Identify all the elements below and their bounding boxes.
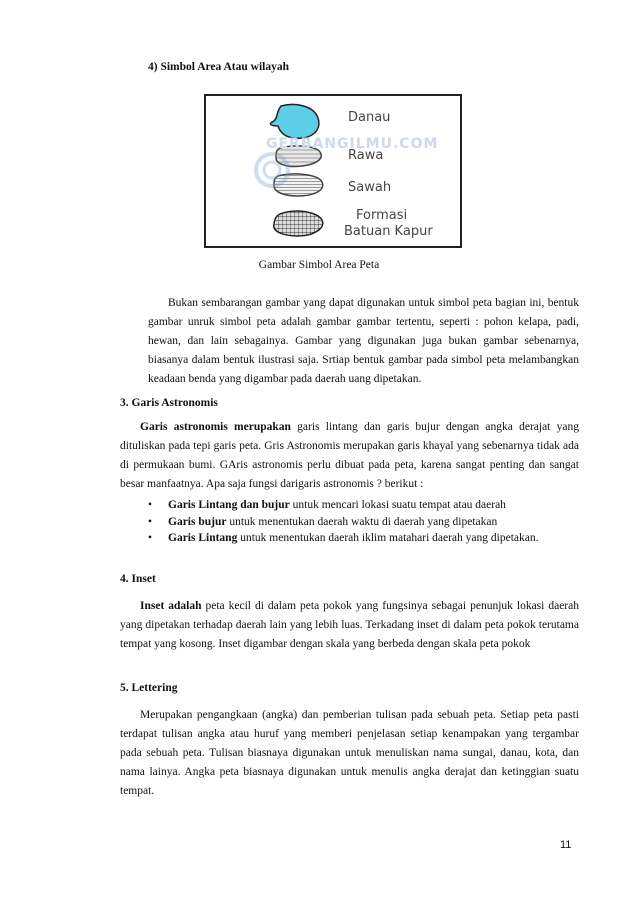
bullet-text: untuk menentukan daerah iklim matahari daerah yang dipetakan. — [237, 532, 539, 544]
legend-rawa: Rawa — [348, 148, 384, 163]
paragraph-garis-astronomis — [120, 418, 579, 494]
legend-batuan-kapur: Batuan Kapur — [344, 224, 433, 239]
figure-caption: Gambar Simbol Area Peta — [258, 259, 380, 271]
watermark-text: GERBANGILMU.COM — [266, 136, 439, 152]
section-5-title: 5. Lettering — [120, 682, 178, 694]
bullet-bold: Garis Lintang — [168, 532, 238, 544]
kapur-symbol — [274, 211, 323, 236]
heading-simbol-area: 4) Simbol Area Atau wilayah — [148, 61, 289, 73]
legend-figure — [204, 94, 462, 248]
section-4-title: 4. Inset — [120, 573, 156, 585]
legend-sawah: Sawah — [348, 180, 392, 195]
page-number: 11 — [560, 839, 572, 851]
paragraph-lettering — [120, 706, 579, 801]
legend-danau: Danau — [348, 110, 391, 125]
paragraph-simbol-text: Bukan sembarangan gambar yang dapat digunakan untuk simbol peta bagian ini, bentuk gambar unruk simbol peta adalah gambar gambar tertentu, seperti : pohon kelapa, padi, hewan, dan lain sebagainya. Gambar yang digunakan juga bukan gambar sebenarnya, biasanya dalam bentuk ilustrasi saja. Srtiap bentuk gambar pada simbol peta melambangkan keadaan benda yang digambar pada daerah uang dipetakan. — [148, 297, 579, 385]
watermark-logo — [256, 154, 288, 186]
paragraph-inset — [120, 597, 579, 654]
paragraph-simbol — [148, 294, 579, 389]
lettering-body: Merupakan pengangkaan (angka) dan pemberian tulisan pada sebuah peta. Setiap peta pasti terdapat tulisan angka atau huruf yang memberi penjelasan setiap kenampakan yang tergambar pada sebuah peta. Tulisan biasnaya digunakan untuk menuliskan nama sungai, danau, kota, dan nama lainya. Angka peta biasnaya digunakan untuk menulis angka derajat dan ketinggian suatu tempat. — [120, 709, 579, 797]
legend-formasi: Formasi — [356, 208, 408, 223]
bullet-icon: • — [148, 532, 153, 544]
inset-body: peta kecil di dalam peta pokok yang fungsinya sebagai penunjuk lokasi daerah yang dipetakan terhadap daerah lain yang lebih luas. Terkadang inset di dalam peta pokok terutama tempat yang kosong. Inset digambar dengan skala yang berbeda dengan skala peta pokok — [120, 600, 579, 650]
inset-lead: Inset adalah — [140, 600, 202, 612]
bullet-icon: • — [148, 515, 153, 528]
bullet-text: untuk menentukan daerah waktu di daerah yang dipetakan — [226, 515, 498, 528]
bullet-text: untuk mencari lokasi suatu tempat atau daerah — [289, 499, 506, 511]
bullet-icon: • — [148, 499, 153, 511]
bullet-bold: Garis Lintang dan bujur — [168, 499, 290, 511]
garis-astronomis-body: garis lintang dan garis bujur dengan angka derajat yang dituliskan pada tepi garis peta. Gris Astronomis merupakan garis khayal yang sebenarnya tidak ada di permukaan bumi. GAris astronomis perlu dibuat pada peta, karena sangat penting dan sangat besar manfaatnya. Apa saja fungsi darigaris astronomis ? berikut : — [120, 421, 579, 490]
list-item — [148, 530, 568, 547]
section-3-title: 3. Garis Astronomis — [120, 397, 218, 409]
bullet-bold: Garis bujur — [168, 515, 227, 528]
list-item — [148, 514, 568, 531]
garis-astronomis-lead: Garis astronomis merupakan — [140, 421, 291, 433]
astronomis-bullet-list — [148, 497, 568, 547]
danau-symbol — [270, 105, 318, 139]
list-item — [148, 497, 568, 514]
